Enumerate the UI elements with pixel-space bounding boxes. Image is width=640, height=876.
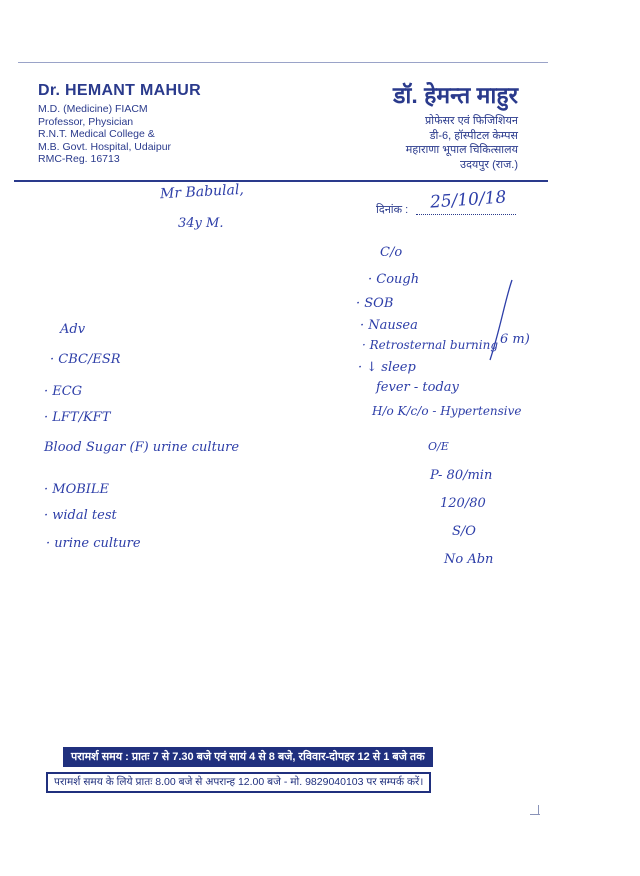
- date-value: 25/10/18: [429, 187, 507, 213]
- doctor-name-english: Dr. HEMANT MAHUR: [38, 82, 202, 99]
- complaints-heading: C/o: [380, 245, 403, 260]
- hindi-designation-line: प्रोफेसर एवं फिजिशियन: [425, 115, 518, 127]
- complaint-item: · Retrosternal burning: [362, 338, 499, 352]
- advice-heading: Adv: [60, 322, 86, 337]
- history-note: H/o K/c/o - Hypertensive: [372, 404, 522, 418]
- hindi-address-line: डी-6, हॉस्पीटल केम्पस: [429, 129, 518, 142]
- qualification-line: M.D. (Medicine) FIACM: [38, 103, 148, 115]
- exam-heading: O/E: [428, 440, 449, 453]
- fever-note: fever - today: [376, 380, 459, 395]
- exam-item: S/O: [452, 524, 476, 539]
- complaint-item: · Cough: [368, 272, 420, 287]
- advice-item: · widal test: [44, 508, 117, 523]
- date-label: दिनांक :: [376, 204, 409, 216]
- hindi-hospital-line: महाराणा भूपाल चिकित्सालय: [405, 144, 518, 156]
- consultation-timings-banner: परामर्श समय : प्रातः 7 से 7.30 बजे एवं सायं 4 से 8 बजे, रविवार-दोपहर 12 से 1 बजे तक: [63, 747, 433, 767]
- complaint-item: · SOB: [356, 296, 394, 311]
- advice-item: · CBC/ESR: [50, 352, 121, 367]
- exam-item: No Abn: [444, 552, 494, 567]
- patient-age-sex: 34y M.: [178, 216, 224, 231]
- complaint-item: · Nausea: [360, 318, 418, 333]
- appointment-contact-banner: परामर्श समय के लिये प्रातः 8.00 बजे से अपरान्ह 12.00 बजे - मो. 9829040103 पर सम्पर्क करें।: [46, 772, 431, 793]
- college-line: R.N.T. Medical College &: [38, 128, 155, 141]
- hospital-line: M.B. Govt. Hospital, Udaipur: [38, 140, 172, 153]
- complaint-duration: 6 m): [500, 332, 530, 347]
- advice-item: Blood Sugar (F) urine culture: [44, 440, 240, 455]
- scan-mark: [530, 814, 540, 815]
- complaint-item: · ↓ sleep: [358, 360, 416, 375]
- advice-item: · urine culture: [46, 536, 141, 551]
- advice-item: · MOBILE: [44, 482, 110, 497]
- doctor-name-hindi: डॉ. हेमन्त माहुर: [393, 82, 518, 108]
- advice-item: · ECG: [44, 384, 83, 399]
- advice-item: · LFT/KFT: [44, 410, 111, 425]
- registration-line: RMC-Reg. 16713: [38, 153, 120, 166]
- hindi-city-line: उदयपुर (राज.): [460, 158, 518, 171]
- designation-line: Professor, Physician: [38, 115, 134, 128]
- patient-name: Mr Babulal,: [159, 181, 245, 203]
- exam-item: 120/80: [440, 496, 486, 511]
- exam-item: P- 80/min: [430, 468, 493, 483]
